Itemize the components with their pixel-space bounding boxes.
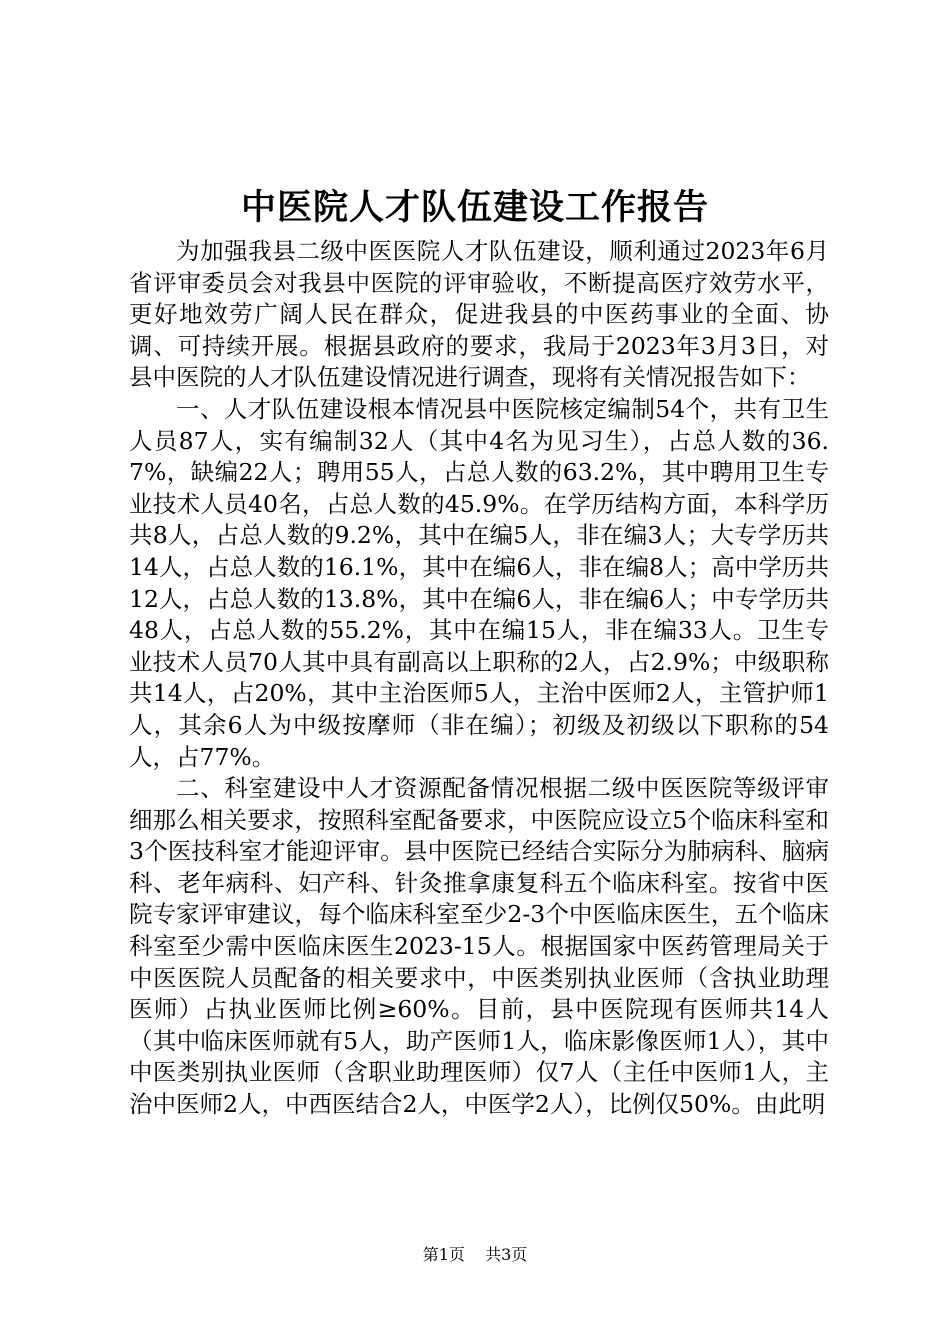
page-footer [0,1245,950,1265]
document-title: 中医院人才队伍建设工作报告 [240,187,709,228]
paragraph-intro: 为加强我县二级中医医院人才队伍建设，顺利通过2023年6月省评审委员会对我县中医院的评审验收，不断提高医疗效劳水平，更好地效劳广阔人民在群众，促进我县的中医药事业的全面、协调、可持续开展。根据县政府的要求，我局于2023年3月3日，对县中医院的人才队伍建设情况进行调查，现将有关情况报告如下： [129,237,829,392]
page-total: 共3页 [485,1245,528,1264]
page-number: 第1页 [422,1245,465,1264]
document-body [129,236,829,1121]
paragraph-section-2: 二、科室建设中人才资源配备情况根据二级中医医院等级评审细那么相关要求，按照科室配备要求，中医院应设立5个临床科室和3个医技科室才能迎评审。县中医院已经结合实际分为肺病科、脑病科、老年病科、妇产科、针灸推拿康复科五个临床科室。按省中医院专家评审建议，每个临床科室至少2-3个中医临床医生，五个临床科室至少需中医临床医生2023-15人。根据国家中医药管理局关于中医医院人员配备的相关要求中，中医类别执业医师（含执业助理医师）占执业医师比例≥60%。目前，县中医院现有医师共14人（其中临床医师就有5人，助产医师1人，临床影像医师1人），其中中医类别执业医师（含职业助理医师）仅7人（主任中医师1人，主治中医师2人，中西医结合2人，中医学2人），比例仅50%。由此明 [129,774,829,1119]
paragraph-section-1: 一、人才队伍建设根本情况县中医院核定编制54个，共有卫生人员87人，实有编制32人（其中4名为见习生），占总人数的36.7%，缺编22人；聘用55人，占总人数的63.2%，其中聘用卫生专业技术人员40名，占总人数的45.9%。在学历结构方面，本科学历共8人，占总人数的9.2%，其中在编5人，非在编3人；大专学历共14人，占总人数的16.1%，其中在编6人，非在编8人；高中学历共12人，占总人数的13.8%，其中在编6人，非在编6人；中专学历共48人，占总人数的55.2%，其中在编15人，非在编33人。卫生专业技术人员70人其中具有副高以上职称的2人，占2.9%；中级职称共14人，占20%，其中主治医师5人，主治中医师2人，主管护师1人，其余6人为中级按摩师（非在编）；初级及初级以下职称的54人，占77%。 [129,394,829,771]
